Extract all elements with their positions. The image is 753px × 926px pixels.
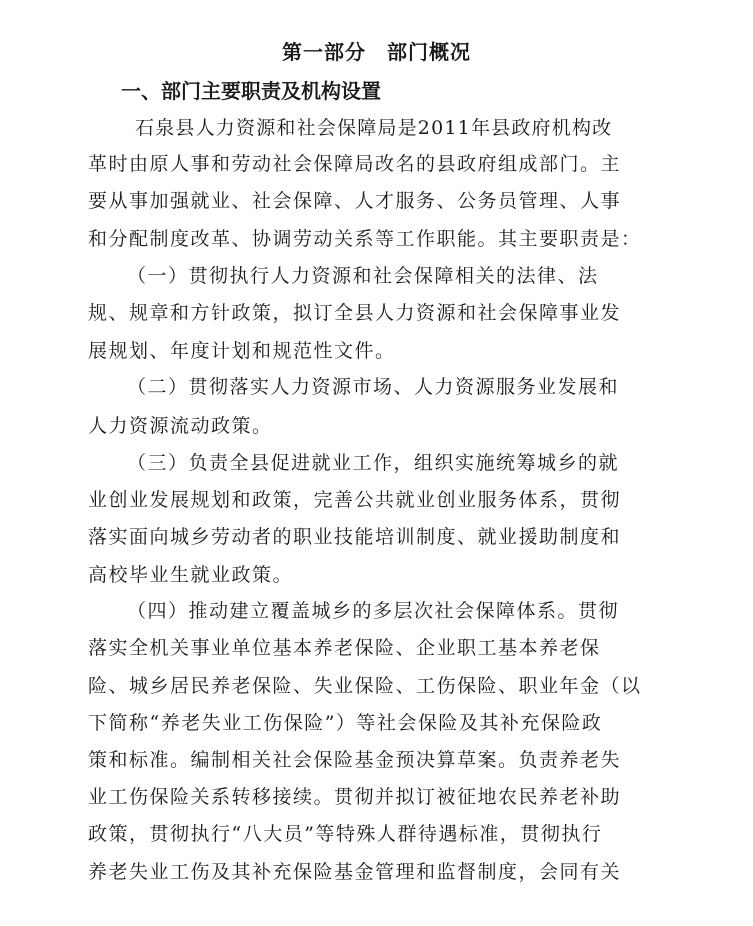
paragraph-line: （三）负责全县促进就业工作，组织实施统筹城乡的就 [127,452,620,474]
page-title: 第一部分 部门概况 [282,40,471,64]
paragraph-line: 养老失业工伤及其补充保险基金管理和监督制度，会同有关 [88,861,622,883]
paragraph-line: 落实全机关事业单位基本养老保险、企业职工基本养老保 [88,637,601,659]
paragraph-line: 业创业发展规划和政策，完善公共就业创业服务体系，贯彻 [88,489,622,511]
paragraph-line: 展规划、年度计划和规范性文件。 [88,340,396,362]
paragraph-line: 要从事加强就业、社会保障、人才服务、公务员管理、人事 [88,190,622,212]
paragraph-line: （一）贯彻执行人力资源和社会保障相关的法律、法 [127,265,599,287]
paragraph-line: 策和标准。编制相关社会保险基金预决算草案。负责养老失 [88,749,622,771]
paragraph-line: 高校毕业生就业政策。 [88,564,294,586]
section-heading: 一、部门主要职责及机构设置 [121,79,381,103]
paragraph-line: 人力资源流动政策。 [88,415,273,437]
paragraph-line: 革时由原人事和劳动社会保障局改名的县政府组成部门。主 [88,153,622,175]
paragraph-line: 规、规章和方针政策，拟订全县人力资源和社会保障事业发 [88,302,622,324]
paragraph-line: 和分配制度改革、协调劳动关系等工作职能。其主要职责是： [88,228,642,250]
paragraph-line: （四）推动建立覆盖城乡的多层次社会保障体系。贯彻 [127,600,620,622]
paragraph-line: 业工伤保险关系转移接续。贯彻并拟订被征地农民养老补助 [88,786,622,808]
paragraph-line: （二）贯彻落实人力资源市场、人力资源服务业发展和 [127,376,620,398]
paragraph-line: 险、城乡居民养老保险、失业保险、工伤保险、职业年金（以 [88,675,642,697]
paragraph-line: 下简称“养老失业工伤保险”）等社会保险及其补充保险政 [88,712,603,734]
paragraph-line: 落实面向城乡劳动者的职业技能培训制度、就业援助制度和 [88,526,622,548]
paragraph-line: 政策，贯彻执行“八大员”等特殊人群待遇标准，贯彻执行 [88,823,603,845]
paragraph-line: 石泉县人力资源和社会保障局是2011年县政府机构改 [135,117,613,139]
